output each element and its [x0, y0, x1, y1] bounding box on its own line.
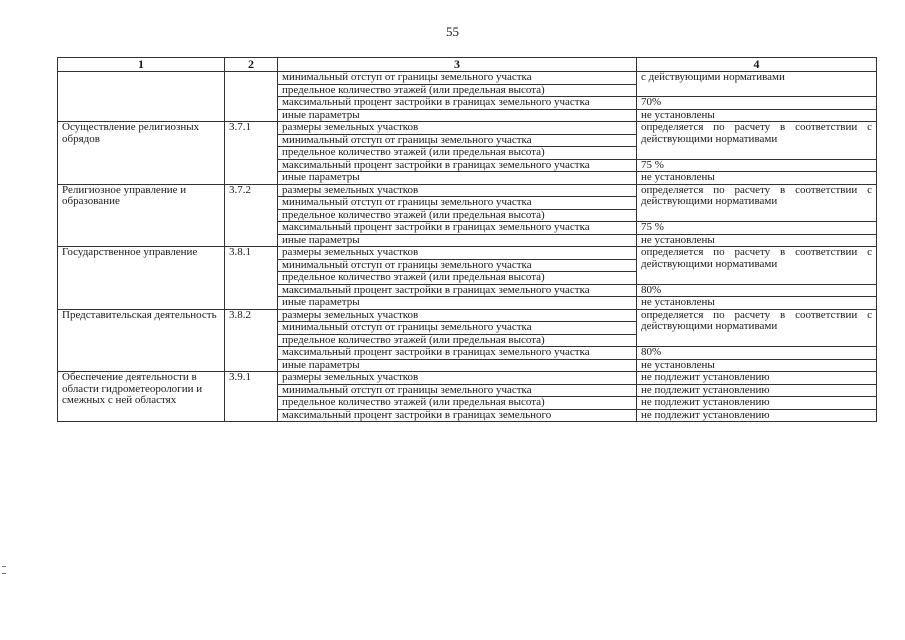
parameter-value: определяется по расчету в соответствии с действующими нормативами — [637, 122, 877, 160]
parameter-name: предельное количество этажей (или предельная высота) — [278, 147, 637, 160]
parameter-name: максимальный процент застройки в границах земельного участка — [278, 284, 637, 297]
land-use-name — [58, 72, 225, 122]
parameter-name: иные параметры — [278, 109, 637, 122]
land-use-name: Государственное управление — [58, 247, 225, 310]
parameter-value: 75 % — [637, 222, 877, 235]
land-use-name: Осуществление религиозных обрядов — [58, 122, 225, 185]
parameter-value: не установлены — [637, 297, 877, 310]
table-row — [58, 247, 877, 260]
parameter-name: предельное количество этажей (или предельная высота) — [278, 272, 637, 285]
column-header: 2 — [225, 58, 278, 72]
parameter-value: не установлены — [637, 234, 877, 247]
parameter-name: размеры земельных участков — [278, 122, 637, 135]
parameter-name: иные параметры — [278, 234, 637, 247]
regulations-table — [57, 57, 877, 422]
table-row — [58, 122, 877, 135]
parameter-name: иные параметры — [278, 359, 637, 372]
parameter-name: максимальный процент застройки в границах земельного — [278, 409, 637, 422]
parameter-value: не установлены — [637, 172, 877, 185]
parameter-name: предельное количество этажей (или предельная высота) — [278, 84, 637, 97]
parameter-name: минимальный отступ от границы земельного участка — [278, 259, 637, 272]
land-use-name: Религиозное управление и образование — [58, 184, 225, 247]
parameter-name: предельное количество этажей (или предельная высота) — [278, 209, 637, 222]
parameter-name: максимальный процент застройки в границах земельного участка — [278, 159, 637, 172]
parameter-name: размеры земельных участков — [278, 309, 637, 322]
column-header: 1 — [58, 58, 225, 72]
land-use-name: Обеспечение деятельности в области гидрометеорологии и смежных с ней областях — [58, 372, 225, 422]
land-use-code: 3.8.2 — [225, 309, 278, 372]
parameter-name: минимальный отступ от границы земельного участка — [278, 197, 637, 210]
land-use-code — [225, 72, 278, 122]
land-use-code: 3.7.2 — [225, 184, 278, 247]
parameter-name: минимальный отступ от границы земельного участка — [278, 384, 637, 397]
parameter-name: максимальный процент застройки в границах земельного участка — [278, 97, 637, 110]
parameter-name: размеры земельных участков — [278, 184, 637, 197]
parameter-value: не установлены — [637, 359, 877, 372]
parameter-name: минимальный отступ от границы земельного участка — [278, 72, 637, 85]
parameter-name: минимальный отступ от границы земельного участка — [278, 134, 637, 147]
parameter-value: не подлежит установлению — [637, 409, 877, 422]
parameter-name: минимальный отступ от границы земельного участка — [278, 322, 637, 335]
land-use-name: Представительская деятельность — [58, 309, 225, 372]
parameter-value: определяется по расчету в соответствии с действующими нормативами — [637, 184, 877, 222]
parameter-value: 80% — [637, 347, 877, 360]
parameter-name: максимальный процент застройки в границах земельного участка — [278, 347, 637, 360]
parameter-value: не подлежит установлению — [637, 384, 877, 397]
parameter-name: иные параметры — [278, 172, 637, 185]
parameter-value: определяется по расчету в соответствии с действующими нормативами — [637, 247, 877, 285]
table-row — [58, 309, 877, 322]
table-row — [58, 184, 877, 197]
table-row — [58, 372, 877, 385]
parameter-value: не подлежит установлению — [637, 372, 877, 385]
land-use-code: 3.7.1 — [225, 122, 278, 185]
parameter-value: 75 % — [637, 159, 877, 172]
table-row — [58, 72, 877, 85]
parameter-name: иные параметры — [278, 297, 637, 310]
parameter-name: максимальный процент застройки в границах земельного участка — [278, 222, 637, 235]
parameter-value: не установлены — [637, 109, 877, 122]
column-header: 4 — [637, 58, 877, 72]
binding-edge-mark — [2, 566, 6, 574]
column-header: 3 — [278, 58, 637, 72]
parameter-value: 80% — [637, 284, 877, 297]
table-header-row — [58, 58, 877, 72]
parameter-value: 70% — [637, 97, 877, 110]
parameter-value: определяется по расчету в соответствии с действующими нормативами — [637, 309, 877, 347]
land-use-code: 3.9.1 — [225, 372, 278, 422]
parameter-name: предельное количество этажей (или предельная высота) — [278, 397, 637, 410]
parameter-name: размеры земельных участков — [278, 372, 637, 385]
parameter-value: с действующими нормативами — [637, 72, 877, 97]
parameter-name: предельное количество этажей (или предельная высота) — [278, 334, 637, 347]
page-number: 55 — [446, 24, 459, 39]
parameter-value: не подлежит установлению — [637, 397, 877, 410]
land-use-code: 3.8.1 — [225, 247, 278, 310]
parameter-name: размеры земельных участков — [278, 247, 637, 260]
